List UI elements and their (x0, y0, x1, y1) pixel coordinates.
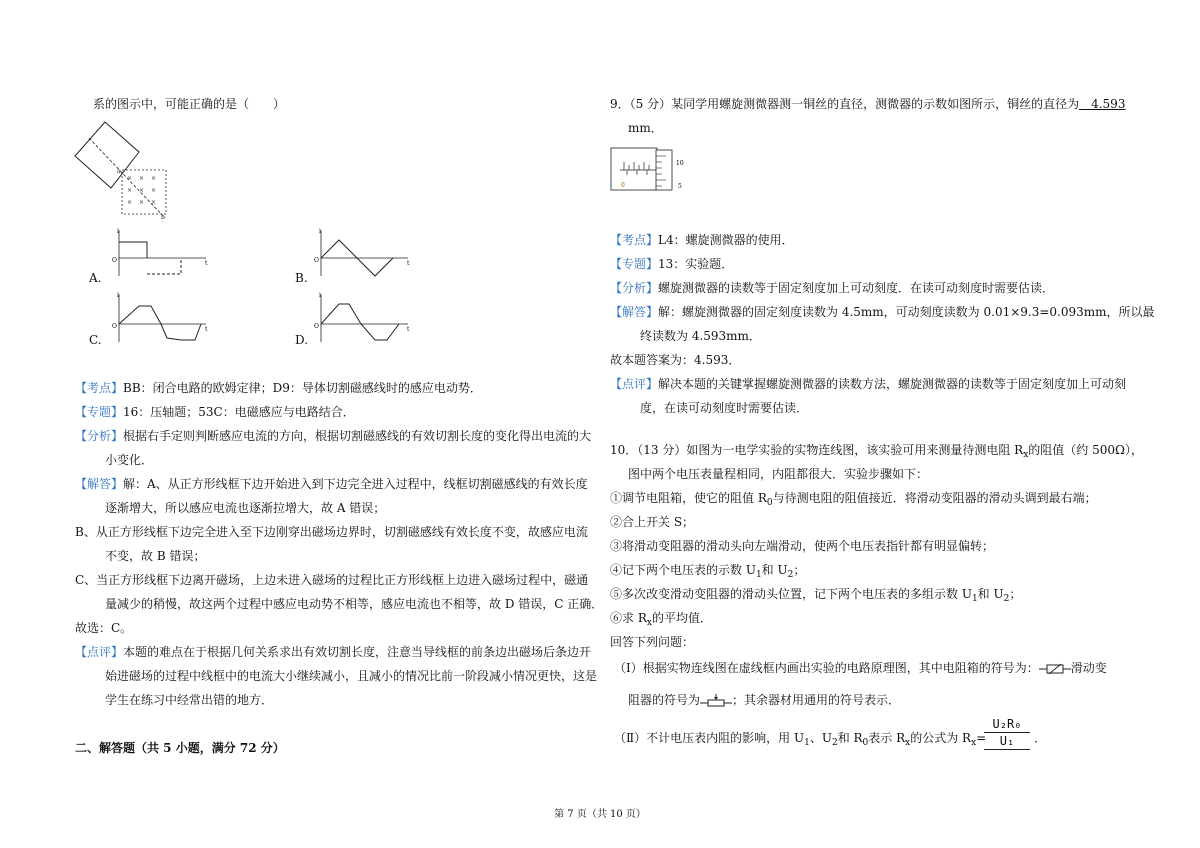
q9-text: 9．（5 分）某同学用螺旋测微器测一铜丝的直径，测微器的示数如图所示，铜丝的直径为 (610, 97, 1080, 111)
svg-text:×: × (127, 175, 133, 182)
right-jieda (610, 304, 1155, 320)
left-jieda (75, 476, 588, 492)
graph-d-axis-t: t (407, 326, 410, 333)
r-jieda-text-1: 解：螺旋测微器的固定刻度读数为 4.5mm，可动刻度读数为 0.01×9.3=0.093mm，所以最 (658, 305, 1155, 319)
svg-text:×: × (151, 187, 157, 194)
r-kaodian-tag: 【考点】 (610, 233, 659, 247)
fenxi-text-1: 根据右手定则判断感应电流的方向，根据切割磁感线的有效切割长度的变化得出电流的大 (123, 429, 592, 443)
svg-text:×: × (151, 175, 157, 182)
zhuanti-tag: 【专题】 (75, 405, 124, 419)
q10-line-1: 10．（13 分）如图为一电学实验的实物连线图，该实验可用来测量待测电阻 $R_x$的阻值（约 500Ω）， (610, 443, 1143, 460)
option-b-label: B. (295, 271, 308, 285)
r-fenxi-tag: 【分析】 (610, 281, 659, 295)
q10-line-2: 图中两个电压表量程相同，内阻都很大．实验步骤如下： (628, 467, 929, 481)
fenxi-tag: 【分析】 (75, 429, 124, 443)
svg-text:×: × (139, 199, 145, 206)
graph-c (111, 292, 211, 346)
graph-b-axis-t: t (407, 260, 410, 267)
kaodian-text: BB：闭合电路的欧姆定律；D9：导体切割磁感线时的感应电动势． (123, 381, 482, 395)
graph-c-origin: O (112, 323, 117, 330)
r-fenxi-text: 螺旋测微器的读数等于固定刻度加上可动刻度．在读可动刻度时需要估读． (658, 281, 1055, 295)
right-dianping (610, 376, 1126, 392)
graph-d-origin: O (314, 323, 319, 330)
jieda-text-1: 解：A、从正方形线框下边开始进入到下边完全进入过程中，线框切割磁感线的有效长度 (123, 477, 588, 491)
step-1: ①调节电阻箱，使它的阻值 $R_0$与待测电阻的阻值接近．将滑动变阻器的滑动头调到最右端； (610, 491, 1097, 508)
fraction-denominator: U₁ (984, 733, 1030, 750)
right-fenxi (610, 280, 1054, 296)
q9-answer: 4.593 (1079, 97, 1126, 111)
r-kaodian-text: L4：螺旋测微器的使用． (658, 233, 794, 247)
left-zhuanti (75, 404, 355, 420)
part-2-line: （Ⅱ）不计电压表内阻的影响，用 $U_1$、$U_2$和 $R_0$表示 $R_x$的公式为 $R_x=$ (614, 731, 987, 748)
q9-unit: mm． (628, 121, 663, 135)
r-zhuanti-tag: 【专题】 (610, 257, 659, 271)
mic-label-10: 10 (676, 160, 684, 167)
zhuanti-text: 16：压轴题；53C：电磁感应与电路结合． (123, 405, 355, 419)
section-heading: 二、解答题（共 5 小题，满分 72 分） (75, 741, 285, 755)
question-intro: 系的图示中，可能正确的是（ ） (93, 97, 286, 111)
dianping-tag: 【点评】 (75, 645, 124, 659)
svg-text:a: a (117, 168, 121, 175)
graph-c-axis-i: i (117, 292, 119, 299)
step-6: ⑥求 $R_x$的平均值． (610, 611, 712, 628)
jieda-c-2: 量减少的稍慢，故这两个过程中感应电动势不相等，感应电流也不相等，故 D 错误，C 正确． (105, 597, 604, 611)
resistance-box-symbol (1039, 663, 1071, 675)
step-3: ③将滑动变阻器的滑动头向左端滑动，使两个电压表指针都有明显偏转； (610, 539, 995, 553)
option-a-label: A. (89, 271, 102, 285)
jieda-text-2: 逐渐增大，所以感应电流也逐渐拉增大，故 A 错误； (105, 501, 386, 515)
magnetic-field-diagram (75, 118, 175, 223)
svg-text:b: b (161, 214, 165, 221)
step-4: ④记下两个电压表的示数 $U_1$和 $U_2$； (610, 563, 806, 580)
jieda-c-1: C、当正方形线框下边离开磁场，上边未进入磁场的过程比正方形线框上边进入磁场过程中，磁通 (75, 573, 589, 587)
svg-text:×: × (127, 187, 133, 194)
r-dianping-text-1: 解决本题的关键掌握螺旋测微器的读数方法，螺旋测微器的读数等于固定刻度加上可动刻 (658, 377, 1127, 391)
part-1-line-1: （Ⅰ）根据实物连线图在虚线框内画出实验的电路原理图，其中电阻箱的符号为： 滑动变 (614, 661, 1107, 675)
graph-a-axis-t: t (205, 260, 208, 267)
graph-a-axis-i: i (117, 228, 119, 235)
r-jieda-text-2: 终读数为 4.593mm． (640, 329, 761, 343)
r-zhuanti-text: 13：实验题． (658, 257, 734, 271)
answer-fraction (984, 716, 1030, 750)
r-jieda-tag: 【解答】 (610, 305, 659, 319)
page-footer: 第 7 页（共 10 页） (554, 809, 646, 820)
r-dianping-tag: 【点评】 (610, 377, 659, 391)
answer-prompt: 回答下列问题： (610, 635, 695, 649)
left-answer: 故选：C。 (75, 621, 133, 635)
option-d-label: D. (295, 333, 309, 347)
r-dianping-text-2: 度，在读可动刻度时需要估读． (640, 401, 809, 415)
mic-label-0: 0 (621, 182, 625, 189)
svg-text:×: × (139, 187, 145, 194)
rheostat-symbol (700, 694, 732, 708)
graph-c-axis-t: t (205, 326, 208, 333)
step-5: ⑤多次改变滑动变阻器的滑动头位置，记下两个电压表的多组示数 $U_1$和 $U_2$； (610, 587, 1022, 604)
part-2-end: ． (1034, 731, 1047, 745)
step-2: ②合上开关 S； (610, 515, 695, 529)
micrometer-figure (610, 146, 700, 196)
svg-text:×: × (139, 175, 145, 182)
left-kaodian (75, 380, 482, 396)
svg-text:×: × (151, 199, 157, 206)
graph-a (111, 228, 211, 280)
dianping-text-2: 始进磁场的过程中线框中的电流大小继续减小，且减小的情况比前一阶段减小情况更快，这是 (105, 669, 598, 683)
option-c-label: C. (89, 333, 102, 347)
left-fenxi (75, 428, 591, 444)
left-dianping (75, 644, 591, 660)
jieda-tag: 【解答】 (75, 477, 124, 491)
jieda-b-2: 不变，故 B 错误； (105, 549, 206, 563)
dianping-text-3: 学生在练习中经常出错的地方． (105, 693, 274, 707)
fraction-numerator: U₂R₀ (984, 716, 1030, 733)
graph-b-origin: O (314, 257, 319, 264)
fenxi-text-2: 小变化． (105, 453, 154, 467)
graph-d (313, 292, 413, 346)
jieda-b-1: B、从正方形线框下边完全进入至下边刚穿出磁场边界时，切割磁感线有效长度不变，故感应电流 (75, 525, 588, 539)
graph-b-axis-i: i (319, 228, 321, 235)
mic-label-5: 5 (678, 183, 682, 190)
graph-d-axis-i: i (319, 292, 321, 299)
q9-line-1 (610, 96, 1125, 112)
right-answer: 故本题答案为：4.593． (610, 353, 741, 367)
part-1-line-2: 阻器的符号为 ；其余器材用通用的符号表示． (628, 693, 901, 707)
svg-text:×: × (127, 199, 133, 206)
dianping-text-1: 本题的难点在于根据几何关系求出有效切割长度，注意当导线框的前条边出磁场后条边开 (123, 645, 592, 659)
right-kaodian (610, 232, 794, 248)
graph-b (313, 228, 413, 280)
kaodian-tag: 【考点】 (75, 381, 124, 395)
right-zhuanti (610, 256, 733, 272)
graph-a-origin: O (112, 257, 117, 264)
